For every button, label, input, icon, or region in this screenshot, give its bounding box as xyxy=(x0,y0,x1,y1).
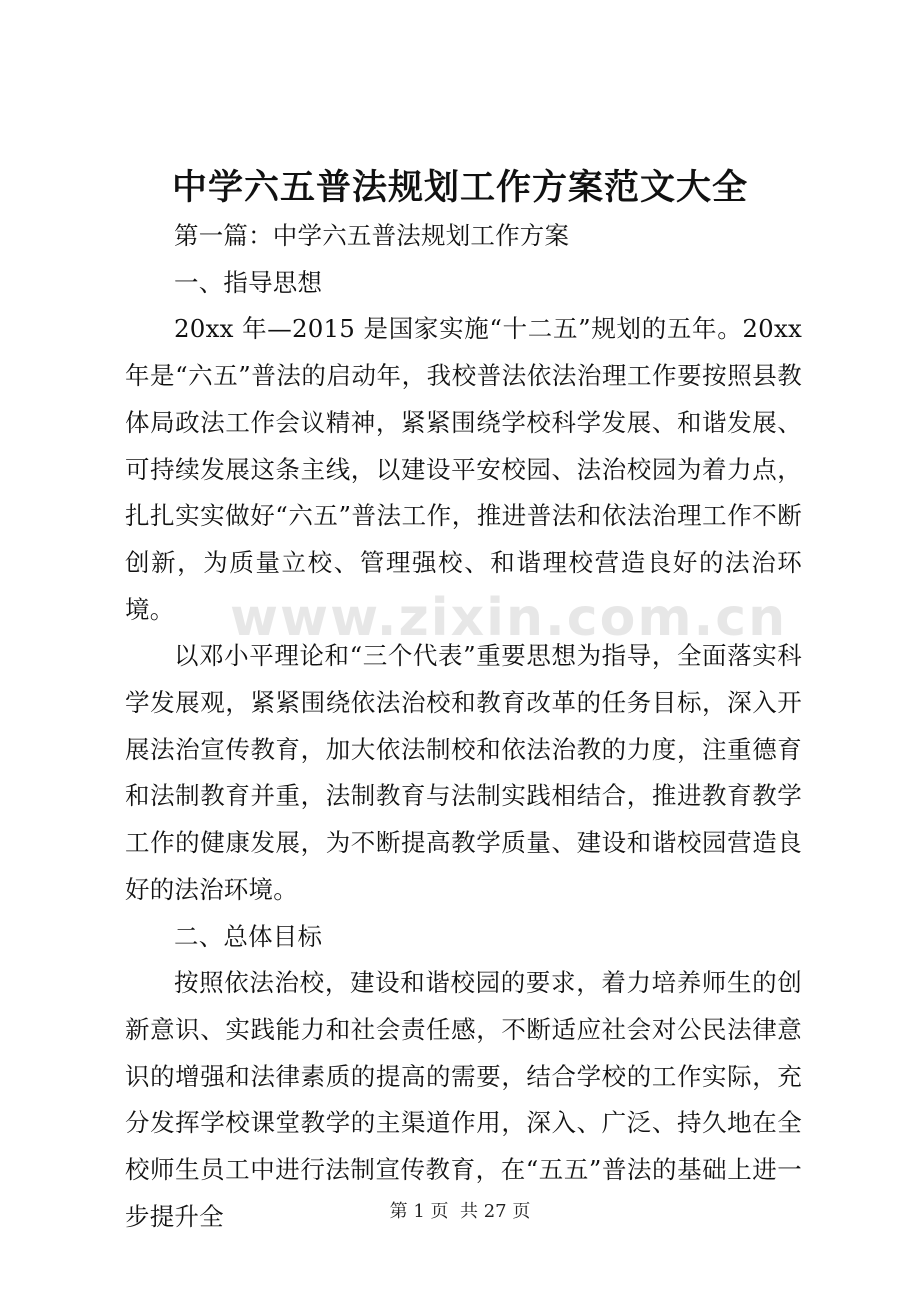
page-number-label: 第 1 页 共 27 页 xyxy=(389,1201,531,1222)
section-heading-part-one: 第一篇：中学六五普法规划工作方案 xyxy=(174,221,570,250)
section-heading-guiding-thought: 一、指导思想 xyxy=(174,267,323,297)
body-paragraph: 按照依法治校，建设和谐校园的要求，着力培养师生的创新意识、实践能力和社会责任感，不断适应社会对公民法律意识的增强和法律素质的提高的需要，结合学校的工作实际，充分发挥学校课堂教学的主渠道作用，深入、广泛、持久地在全校师生员工中进行法制宣传教育，在“五五”普法的基础上进一步提升全 xyxy=(125,968,802,1231)
document-title: 中学六五普法规划工作方案范文大全 xyxy=(171,167,748,208)
document-body xyxy=(125,213,802,1240)
section-heading-overall-goal: 二、总体目标 xyxy=(174,921,323,951)
page-footer xyxy=(0,1199,920,1225)
body-paragraph: 以邓小平理论和“三个代表”重要思想为指导，全面落实科学发展观，紧紧围绕依法治校和教育改革的任务目标，深入开展法治宣传教育，加大依法制校和依法治教的力度，注重德育和法制教育并重，法制教育与法制实践相结合，推进教育教学工作的健康发展，为不断提高教学质量、建设和谐校园营造良好的法治环境。 xyxy=(125,641,802,904)
body-paragraph: 20xx 年—2015 是国家实施“十二五”规划的五年。20xx 年是“六五”普法的启动年，我校普法依法治理工作要按照县教体局政法工作会议精神，紧紧围绕学校科学发展、和谐发展、可持续发展这条主线，以建设平安校园、法治校园为着力点，扎扎实实做好“六五”普法工作，推进普法和依法治理工作不断创新，为质量立校、管理强校、和谐理校营造良好的法治环境。 xyxy=(125,314,802,624)
site-watermark: www.zixin.com.cn xyxy=(230,588,788,648)
